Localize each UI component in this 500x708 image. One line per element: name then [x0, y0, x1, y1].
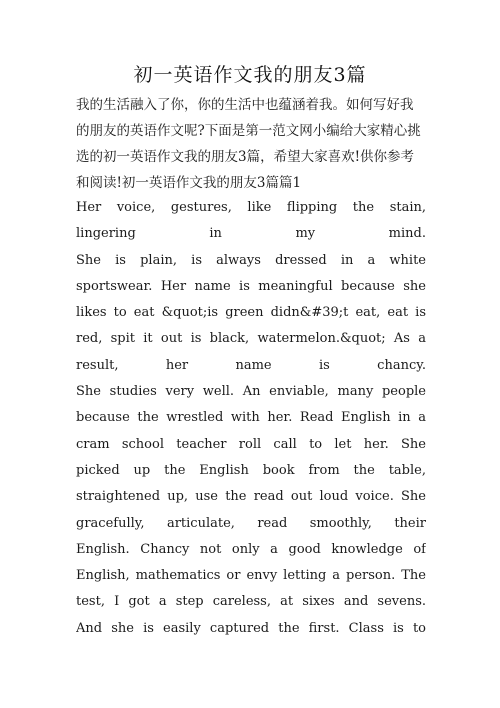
body-line: cram school teacher roll call to let her. She — [76, 436, 426, 452]
body-line: And she is easily captured the first. Class is to — [76, 620, 426, 636]
body-line: She is plain, is always dressed in a white — [76, 252, 426, 268]
body-line: picked up the English book from the table, — [76, 462, 426, 478]
body-line: because the wrestled with her. Read English in a — [76, 410, 426, 426]
essay-body — [76, 195, 426, 642]
intro-paragraph — [76, 92, 428, 196]
body-line: lingering in my mind. — [76, 226, 426, 242]
body-line: test, I got a step careless, at sixes and sevens. — [76, 594, 426, 610]
body-line: She studies very well. An enviable, many people — [76, 384, 426, 400]
intro-line: 和阅读!初一英语作文我的朋友3篇篇1 — [76, 175, 302, 191]
body-line: red, spit it out is black, watermelon.&quot; As a — [76, 331, 426, 347]
intro-line: 选的初一英语作文我的朋友3篇，希望大家喜欢!供你参考 — [76, 149, 415, 165]
body-line: result, her name is chancy. — [76, 357, 426, 373]
body-line: Her voice, gestures, like flipping the stain, — [76, 200, 426, 215]
body-line: English. Chancy not only a good knowledge of — [76, 541, 426, 557]
intro-line: 的朋友的英语作文呢?下面是第一范文网小编给大家精心挑 — [76, 123, 421, 139]
body-line: likes to eat &quot;is green didn&#39;t eat, eat is — [76, 305, 426, 321]
body-line: gracefully, articulate, read smoothly, their — [76, 515, 426, 531]
body-line: sportswear. Her name is meaningful because she — [76, 278, 426, 294]
body-line: straightened up, use the read out loud voice. She — [76, 489, 426, 505]
intro-line: 我的生活融入了你，你的生活中也蕴涵着我。如何写好我 — [76, 97, 414, 113]
document-title: 初一英语作文我的朋友3篇 — [133, 64, 367, 86]
body-line: English, mathematics or envy letting a person. The — [76, 568, 426, 584]
